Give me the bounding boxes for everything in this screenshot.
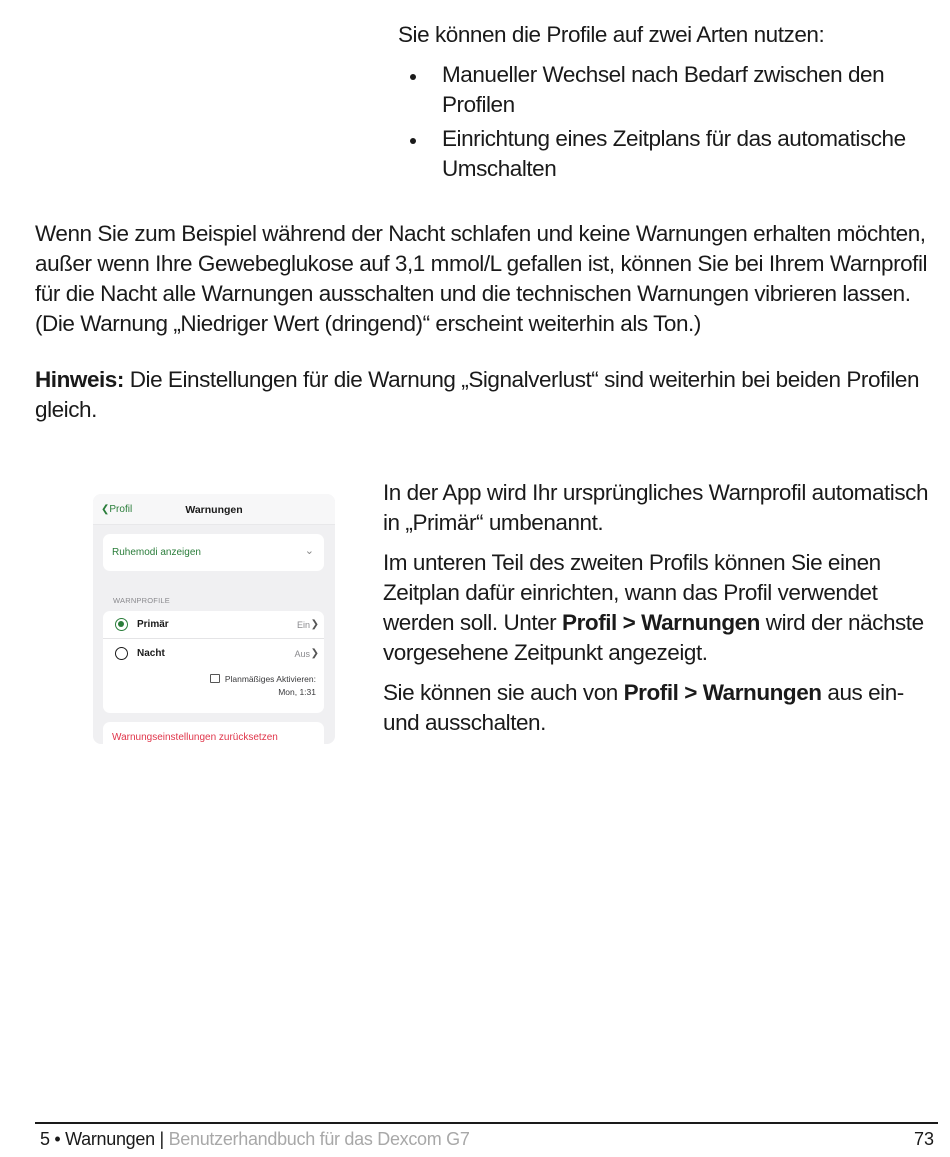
- example-paragraph: Wenn Sie zum Beispiel während der Nacht schlafen und keine Warnungen erhalten möchten, außer wenn Ihre Gewebeglukose auf 3,1 mmol/L gefallen ist, können Sie bei Ihrem Warnprofil für die Nacht alle Warnungen ausschalten und die technischen Warnungen vibrieren lassen. (Die Warnung „Niedriger Wert (dringend)“ erscheint weiterhin als Ton.): [35, 221, 928, 336]
- footer-book-title: Benutzerhandbuch für das Dexcom G7: [168, 1129, 470, 1149]
- menu-path: Profil > Warnungen: [562, 610, 760, 635]
- schedule-label: Planmäßiges Aktivieren:: [224, 674, 316, 684]
- profile-name: Primär: [137, 619, 169, 630]
- profile-row-primaer[interactable]: [103, 611, 324, 639]
- footer-chapter: 5 • Warnungen: [40, 1129, 155, 1149]
- reset-alerts-button[interactable]: [103, 722, 324, 744]
- footer-separator: |: [154, 1129, 169, 1149]
- profile-status: Aus: [294, 649, 310, 659]
- chevron-right-icon: ❯: [310, 619, 319, 630]
- intro-lead: Sie können die Profile auf zwei Arten nutzen:: [398, 22, 825, 47]
- rename-paragraph: In der App wird Ihr ursprüngliches Warnprofil automatisch in „Primär“ umbenannt.: [383, 480, 929, 535]
- schedule-paragraph: [383, 548, 943, 668]
- profile-status: Ein: [296, 620, 310, 630]
- text-run: Im unteren Teil des zweiten Profils können Sie einen Zeitplan dafür einrichten, wann das Profil verwendet werden soll. Unter: [383, 550, 881, 635]
- radio-unselected-icon[interactable]: [115, 647, 128, 660]
- intro-block: [398, 20, 938, 188]
- page-number: 73: [913, 1129, 934, 1149]
- schedule-info: [210, 673, 316, 699]
- profile-row-nacht[interactable]: [103, 641, 324, 668]
- app-screenshot: [93, 494, 335, 744]
- ruhemodi-label: Ruhemodi anzeigen: [112, 547, 201, 558]
- nav-bar: [93, 494, 335, 525]
- profiles-card: [103, 611, 324, 713]
- toggle-paragraph: [383, 678, 943, 738]
- list-item: Manueller Wechsel nach Bedarf zwischen den Profilen: [398, 60, 938, 120]
- note-text: Die Einstellungen für die Warnung „Signalverlust“ sind weiterhin bei beiden Profilen gleich.: [35, 367, 920, 422]
- profile-name: Nacht: [137, 648, 165, 659]
- chevron-right-icon: ❯: [310, 648, 319, 659]
- calendar-icon: [210, 674, 220, 683]
- footer-divider: [35, 1122, 938, 1124]
- note-label: Hinweis:: [35, 367, 124, 392]
- intro-bullet-list: [398, 60, 938, 184]
- radio-selected-icon[interactable]: [115, 618, 128, 631]
- divider: [137, 638, 324, 639]
- footer: [40, 1127, 470, 1151]
- right-column: [383, 478, 943, 748]
- back-label: Profil: [109, 504, 133, 515]
- chevron-left-icon: ❮: [101, 504, 110, 515]
- schedule-time: Mon, 1:31: [278, 687, 316, 697]
- reset-label: Warnungseinstellungen zurücksetzen: [112, 732, 278, 743]
- list-item: Einrichtung eines Zeitplans für das automatische Umschalten: [398, 124, 938, 184]
- note-paragraph: [35, 365, 940, 425]
- text-run: wird der nächste vorgesehene Zeitpunkt angezeigt.: [383, 610, 924, 665]
- text-run: aus ein- und ausschalten.: [383, 680, 904, 735]
- ruhemodi-row[interactable]: [103, 534, 324, 571]
- menu-path: Profil > Warnungen: [623, 680, 822, 705]
- screen-title: Warnungen: [185, 504, 243, 516]
- section-header: WARNPROFILE: [113, 596, 170, 605]
- text-run: Sie können sie auch von: [383, 680, 624, 705]
- chevron-down-icon: ⌄: [304, 545, 314, 557]
